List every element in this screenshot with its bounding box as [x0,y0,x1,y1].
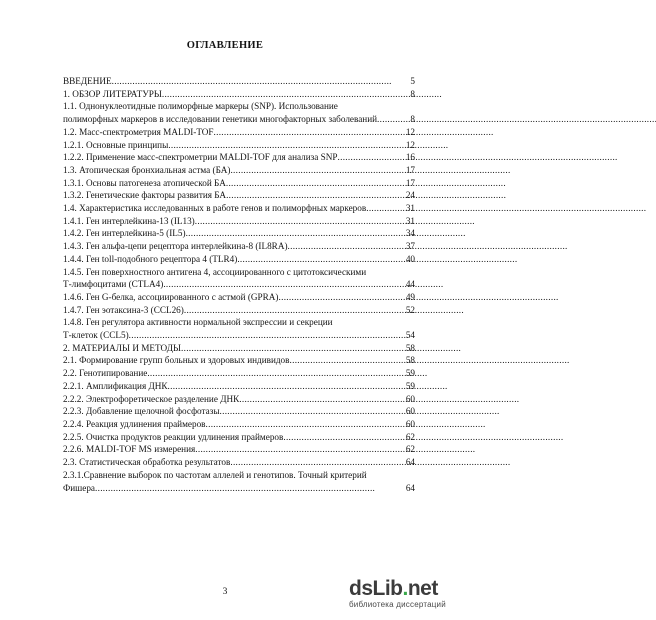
toc-item-text: 1.4.7. Ген эотаксина-3 (CCL26) [63,304,184,315]
toc-dot-leader [290,354,405,367]
toc-item-page-number: 12 [405,126,415,137]
toc-dot-leader [195,215,405,228]
toc-item-text: 1.4.8. Ген регулятора активности нормальной экспрессии и секреции [63,317,333,328]
toc-item-text: 1.2.2. Применение масс-спектрометрии MALDI-TOF для анализа SNP [63,152,338,163]
toc-item[interactable] [63,405,415,418]
toc-item-page-number: 59 [405,380,415,391]
toc-item-page-number: 58 [405,355,415,366]
toc-dot-leader [230,164,404,177]
toc-item-text: 1.3. Атопическая бронхиальная астма (БА) [63,164,231,175]
toc-item[interactable] [63,164,415,177]
toc-dot-leader [377,113,409,126]
toc-dot-leader [214,126,405,139]
toc-item-page-number: 54 [405,330,415,341]
toc-dot-leader [184,304,405,317]
toc-item-text: 1.4. Характеристика исследованных в работе генов и полиморфных маркеров [63,203,367,214]
toc-dot-leader [147,367,404,380]
toc-item[interactable] [63,380,415,393]
toc-item[interactable] [63,75,415,88]
toc-item-page-number: 64 [405,457,415,468]
toc-item-text: 1.4.3. Ген альфа-цепи рецептора интерлейкина-8 (IL8RA) [63,241,288,252]
toc-dot-leader [181,342,405,355]
toc-item-text: 2.2.1. Амплификация ДНК [63,380,168,391]
toc-item[interactable] [63,151,415,164]
toc-item-text: 1.4.1. Ген интерлейкина-13 (IL13) [63,215,195,226]
toc-dot-leader [338,151,405,164]
toc-dot-leader [226,177,405,190]
toc-item[interactable] [63,189,415,202]
toc-dot-leader [237,253,405,266]
toc-item[interactable] [63,227,415,240]
toc-item-page-number: 60 [405,418,415,429]
toc-item-page-number: 40 [405,253,415,264]
toc-item-text: 2.2.2. Электрофоретическое разделение ДНК [63,393,240,404]
toc-dot-leader [186,227,405,240]
toc-item-page-number: 62 [405,444,415,455]
toc-dot-leader [230,456,404,469]
watermark-tagline: библиотека диссертаций [349,600,446,609]
toc-item-text: 2.3.1.Сравнение выборок по частотам аллелей и генотипов. Точный критерий [63,469,367,480]
toc-item-page-number: 64 [405,482,415,493]
toc-dot-leader [226,189,405,202]
page-number: 3 [222,587,228,597]
toc-item-text: 1.4.6. Ген G-белка, ассоциированного с астмой (GPRA) [63,291,279,302]
toc-dot-leader [239,393,405,406]
toc-item-page-number: 58 [405,342,415,353]
toc-dot-leader [168,139,405,152]
toc-item-text: 2.2.3. Добавление щелочной фосфотазы [63,406,220,417]
toc-item-page-number: 8 [410,114,415,125]
toc-item[interactable] [63,215,415,228]
toc-item-page-number: 16 [405,152,415,163]
toc-item-text: 1.1. Однонуклеотидные полиморфные маркеры (SNP). Использование [63,101,338,112]
toc-item-page-number: 5 [410,76,415,86]
table-of-contents [63,75,415,494]
toc-item-text: Т-клеток (CCL5) [63,330,129,341]
toc-dot-leader [366,202,405,215]
toc-dot-leader [112,75,410,88]
toc-item-page-number: 31 [405,203,415,214]
toc-item-text: 1.4.2. Ген интерлейкина-5 (IL5) [63,228,186,239]
toc-item-text: 1.3.1. Основы патогенеза атопической БА [63,177,226,188]
toc-item[interactable] [63,126,415,139]
toc-item[interactable] [63,240,415,253]
toc-item-page-number: 24 [405,190,415,201]
toc-dot-leader [220,405,405,418]
toc-item[interactable] [63,139,415,152]
toc-item[interactable] [63,456,415,469]
toc-dot-leader [163,278,405,291]
toc-item-text: 2.2. Генотипирование [63,368,148,379]
toc-item[interactable] [63,418,415,431]
toc-dot-leader [195,443,405,456]
toc-dot-leader [95,482,405,495]
toc-item[interactable] [63,354,415,367]
toc-dot-leader [168,380,405,393]
toc-item[interactable] [63,202,415,215]
toc-item[interactable] [63,253,415,266]
toc-item-text: полиморфных маркеров в исследовании генетики многофакторных заболеваний [63,114,378,125]
toc-item[interactable] [63,431,415,444]
toc-item[interactable] [63,177,415,190]
toc-dot-leader [162,88,410,101]
page-title: ОГЛАВЛЕНИЕ [186,40,264,51]
toc-dot-leader [283,431,404,444]
toc-dot-leader [279,291,405,304]
toc-item-text: 2.2.5. Очистка продуктов реакции удлинения праймеров [63,431,284,442]
toc-item-text: 2.2.4. Реакция удлинения праймеров [63,418,206,429]
toc-item[interactable] [63,316,415,341]
toc-item[interactable] [63,291,415,304]
toc-item-text: 1.2. Масс-спектрометрия MALDI-TOF [63,126,214,137]
toc-item[interactable] [63,266,415,291]
toc-item-text: 1.2.1. Основные принципы [63,139,169,150]
watermark-logo: dsLib.net [349,577,438,600]
toc-item-page-number: 37 [405,241,415,252]
toc-item-page-number: 12 [405,139,415,150]
toc-dot-leader [206,418,405,431]
toc-item-page-number: 34 [405,228,415,239]
toc-item[interactable] [63,443,415,456]
toc-item-text: 2.1. Формирование групп больных и здоровых индивидов [63,355,290,366]
toc-item-text: 1. ОБЗОР ЛИТЕРАТУРЫ [63,88,162,99]
toc-item-page-number: 17 [405,164,415,175]
toc-item[interactable] [63,342,415,355]
toc-item-page-number: 31 [405,215,415,226]
toc-item-page-number: 52 [405,304,415,315]
toc-item-text: 1.3.2. Генетические факторы развития БА [63,190,227,201]
toc-item-text: 1.4.5. Ген поверхностного антигена 4, ассоциированного с цитотоксическими [63,266,367,277]
toc-item-text: 2.3. Статистическая обработка результатов [63,457,231,468]
toc-item-text: Фишера [63,482,95,493]
toc-item-page-number: 60 [405,406,415,417]
toc-item-text: Т-лимфоцитами (CTLA4) [63,279,164,290]
toc-item-text: 2. МАТЕРИАЛЫ И МЕТОДЫ [63,342,181,353]
toc-item-page-number: 8 [410,88,415,99]
toc-item[interactable] [63,88,415,101]
toc-item-page-number: 59 [405,368,415,379]
toc-item-text: ВВЕДЕНИЕ [63,76,112,86]
dslib-watermark[interactable] [349,578,447,614]
toc-item[interactable] [63,304,415,317]
toc-item-page-number: 60 [405,393,415,404]
toc-item[interactable] [63,469,415,494]
toc-item-page-number: 44 [405,279,415,290]
toc-dot-leader [288,240,405,253]
toc-item[interactable] [63,393,415,406]
toc-item[interactable] [63,367,415,380]
toc-item-page-number: 49 [405,291,415,302]
toc-item-text: 1.4.4. Ген toll-подобного рецептора 4 (TLR4) [63,253,238,264]
toc-item[interactable] [63,100,415,125]
toc-item-text: 2.2.6. MALDI-TOF MS измерения [63,444,196,455]
toc-item-page-number: 17 [405,177,415,188]
toc-item-page-number: 62 [405,431,415,442]
toc-dot-leader [129,329,405,342]
